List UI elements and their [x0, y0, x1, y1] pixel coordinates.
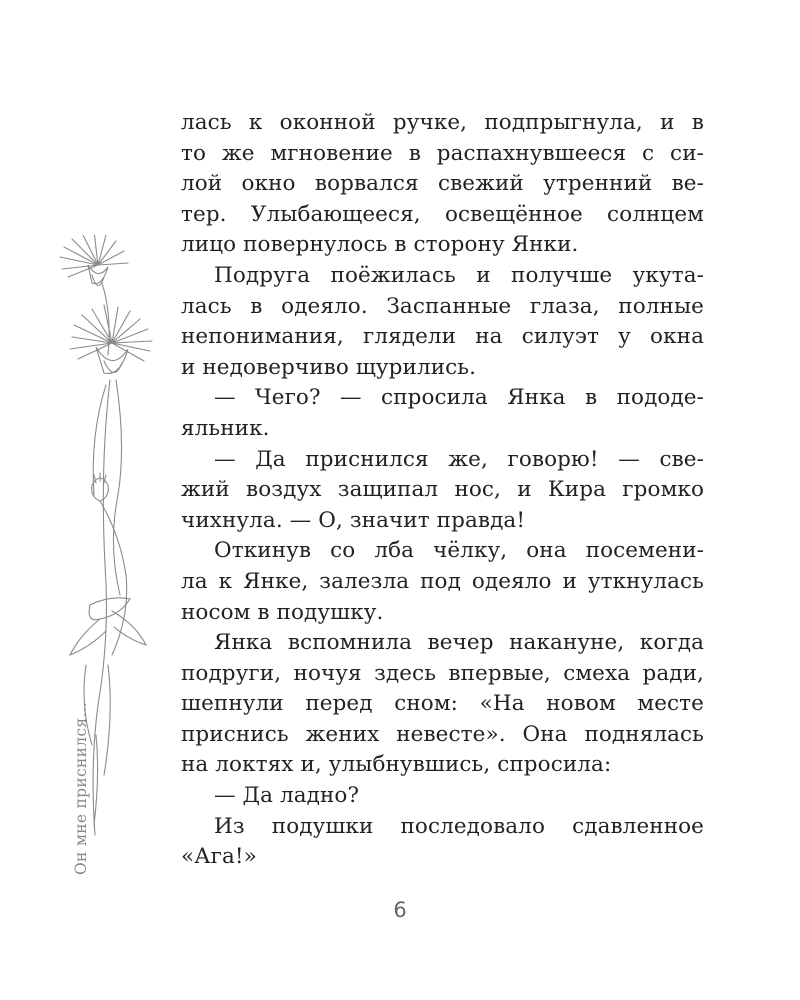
text-line: лой окно ворвался свежий утренний ве-: [181, 171, 704, 197]
text-line: ла к Янке, залезла под одеяло и уткнулась: [181, 568, 704, 594]
text-line: — Да ладно?: [214, 783, 360, 809]
text-line: тер. Улыбающееся, освещённое солнцем: [181, 201, 704, 227]
text-line: лицо повернулось в сторону Янки.: [181, 232, 579, 258]
text-line: — Да приснился же, говорю! — све-: [214, 446, 704, 472]
text-line: Из подушки последовало сдавленное: [214, 813, 704, 839]
text-line: чихнула. — О, значит правда!: [181, 507, 526, 533]
text-line: Откинув со лба чёлку, она посемени-: [214, 538, 704, 564]
running-head: Он мне приснился…: [72, 701, 90, 875]
text-line: приснись жених невесте». Она поднялась: [181, 721, 704, 747]
text-line: подруги, ночуя здесь впервые, смеха ради,: [181, 660, 704, 686]
text-line: яльник.: [181, 415, 270, 441]
text-line: то же мгновение в распахнувшееся с си-: [181, 140, 704, 166]
text-line: непонимания, глядели на силуэт у окна: [181, 324, 704, 350]
text-line: шепнули перед сном: «На новом месте: [181, 691, 704, 717]
page-number: 6: [393, 898, 407, 922]
text-line: жий воздух защипал нос, и Кира громко: [181, 477, 704, 503]
text-line: — Чего? — спросила Янка в пододе-: [214, 385, 704, 411]
cornflower-illustration: [50, 235, 175, 875]
text-line: «Ага!»: [181, 844, 257, 870]
text-line: носом в подушку.: [181, 599, 384, 625]
text-line: лась к оконной ручке, подпрыгнула, и в: [181, 110, 704, 135]
flower-bud: [92, 473, 109, 501]
text-line: и недоверчиво щурились.: [181, 354, 477, 380]
text-line: лась в одеяло. Заспанные глаза, полные: [181, 293, 704, 319]
text-line: Янка вспомнила вечер накануне, когда: [214, 630, 704, 656]
text-line: на локтях и, улыбнувшись, спросила:: [181, 752, 612, 778]
flower-head-top: [60, 235, 128, 286]
text-line: Подруга поёжилась и получше укута-: [214, 262, 704, 288]
flower-head-middle: [70, 305, 152, 374]
body-text: [181, 108, 704, 873]
